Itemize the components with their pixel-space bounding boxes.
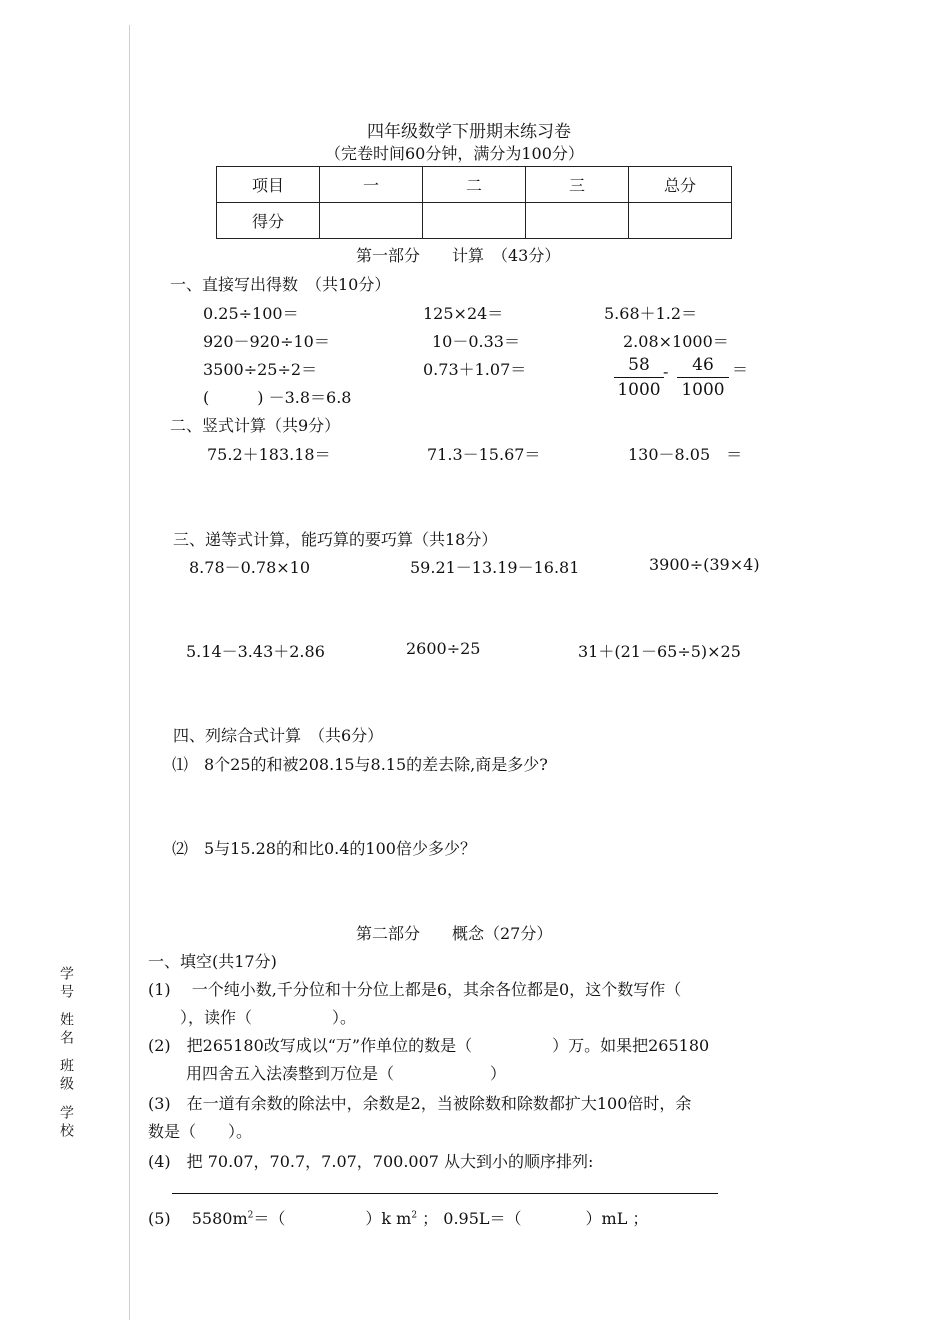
oral-problem: 10－0.33＝ (432, 332, 520, 351)
section1-title: 一、直接写出得数 （共10分） (170, 275, 391, 294)
fill-blank-q5 (148, 1206, 648, 1229)
word-problem-2: ⑵ 5与15.28的和比0.4的100倍少多少？ (172, 839, 476, 858)
section2-title: 二、竖式计算（共9分） (170, 416, 341, 435)
fraction-bar (677, 377, 729, 378)
oral-problem: 920－920÷10＝ (203, 332, 330, 351)
q5-superscript: 2 (411, 1210, 418, 1221)
fill-blank-q3-line2: 数是（ ）。 (148, 1122, 253, 1141)
vertical-calc-problem: 75.2＋183.18＝ (207, 445, 331, 464)
score-table-score-row (217, 203, 732, 239)
q5-superscript: 2 (247, 1210, 254, 1221)
vertical-calc-problem: 71.3－15.67＝ (427, 445, 541, 464)
equals-sign: ＝ (732, 360, 749, 379)
step-calc-problem: 5.14－3.43＋2.86 (186, 642, 325, 661)
score-header-total: 总分 (629, 167, 732, 203)
vertical-calc-problem: 130－8.05 ＝ (628, 445, 743, 464)
margin-label-student-id: 学号 (58, 966, 74, 1002)
answer-line[interactable] (172, 1193, 718, 1194)
word-problem-1: ⑴ 8个25的和被208.15与8.15的差去除,商是多少? (172, 755, 548, 774)
step-calc-problem: 59.21－13.19－16.81 (410, 558, 580, 577)
part1-heading: 第一部分 计算 （43分） (356, 246, 561, 265)
fill-blank-q1-line1: (1) 一个纯小数,千分位和十分位上都是6，其余各位都是0，这个数写作（ (148, 980, 682, 999)
score-table-header-row (217, 167, 732, 203)
oral-problem: 0.73＋1.07＝ (423, 360, 527, 379)
step-calc-problem: 2600÷25 (406, 639, 481, 658)
score-cell[interactable] (526, 203, 629, 239)
score-table (216, 166, 732, 239)
score-header-part2: 二 (423, 167, 526, 203)
score-header-item: 项目 (217, 167, 320, 203)
step-calc-problem: 8.78－0.78×10 (189, 558, 311, 577)
score-header-part3: 三 (526, 167, 629, 203)
score-row-label: 得分 (217, 203, 320, 239)
fill-blank-section-title: 一、填空(共17分) (148, 952, 277, 971)
fraction-denominator: 1000 (681, 380, 725, 400)
part2-heading: 第二部分 概念（27分） (356, 924, 553, 943)
fraction-subtrahend (677, 355, 729, 400)
score-cell[interactable] (320, 203, 423, 239)
score-header-part1: 一 (320, 167, 423, 203)
fill-blank-q3-line1: (3) 在一道有余数的除法中，余数是2，当被除数和除数都扩大100倍时，余 (148, 1094, 692, 1113)
fraction-bar (614, 377, 664, 378)
margin-label-school: 学校 (58, 1105, 74, 1141)
page-subtitle: （完卷时间60分钟，满分为100分） (325, 144, 584, 163)
q5-text-post: ； 0.95L＝（ ）mL ； (417, 1209, 649, 1228)
oral-problem: ( ) －3.8＝6.8 (203, 388, 352, 407)
fill-blank-q4: (4) 把 70.07，70.7，7.07，700.007 从大到小的顺序排列: (148, 1152, 594, 1171)
q5-text-mid: ＝（ ）k m (253, 1209, 412, 1228)
margin-label-class: 班级 (58, 1058, 74, 1094)
binding-margin-line (129, 25, 130, 1320)
oral-problem: 125×24＝ (423, 304, 504, 323)
oral-problem: 2.08×1000＝ (623, 332, 729, 351)
section4-title: 四、列综合式计算 （共6分） (173, 726, 384, 745)
fraction-numerator: 46 (692, 355, 714, 375)
fill-blank-q2-line1: (2) 把265180改写成以“万”作单位的数是（ ）万。如果把265180 (148, 1036, 710, 1055)
page-title: 四年级数学下册期末练习卷 (367, 122, 571, 142)
oral-problem: 3500÷25÷2＝ (203, 360, 318, 379)
fill-blank-q1-line2: ），读作（ ）。 (148, 1008, 357, 1027)
oral-problem: 0.25÷100＝ (203, 304, 299, 323)
fraction-denominator: 1000 (617, 380, 661, 400)
step-calc-problem: 31＋(21－65÷5)×25 (578, 642, 741, 661)
step-calc-problem: 3900÷(39×4) (649, 555, 760, 574)
fraction-numerator: 58 (628, 355, 650, 375)
fill-blank-q2-line2: 用四舍五入法凑整到万位是（ ） (186, 1064, 507, 1083)
minus-sign: - (663, 362, 669, 381)
score-cell[interactable] (629, 203, 732, 239)
q5-text-pre: (5) 5580m (148, 1209, 248, 1228)
fraction-minuend (614, 355, 664, 400)
score-cell[interactable] (423, 203, 526, 239)
oral-problem: 5.68＋1.2＝ (604, 304, 698, 323)
section3-title: 三、递等式计算，能巧算的要巧算（共18分） (173, 530, 498, 549)
margin-label-name: 姓名 (58, 1012, 74, 1048)
